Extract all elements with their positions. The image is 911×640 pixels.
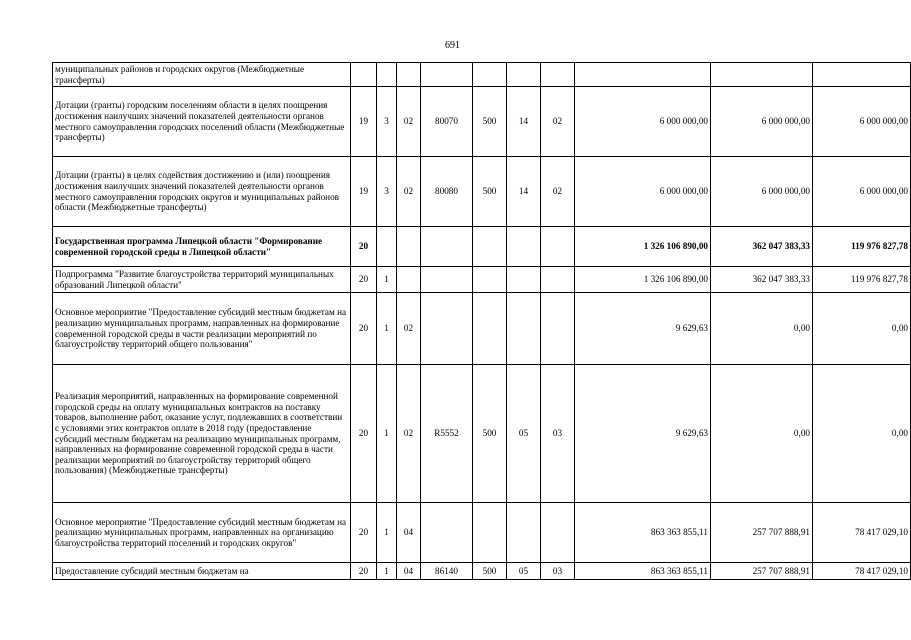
section-code xyxy=(507,293,541,365)
subsection-code xyxy=(541,503,575,563)
table-row xyxy=(53,63,911,87)
event-code xyxy=(397,63,421,87)
subprogram-code: 1 xyxy=(377,293,397,365)
program-code: 20 xyxy=(351,563,377,580)
table-body xyxy=(53,63,911,580)
amount-year-2: 0,00 xyxy=(711,365,813,503)
subsection-code xyxy=(541,293,575,365)
amount-year-3: 6 000 000,00 xyxy=(813,87,911,157)
program-code: 20 xyxy=(351,293,377,365)
amount-year-3: 78 417 029,10 xyxy=(813,563,911,580)
amount-year-1: 6 000 000,00 xyxy=(575,87,711,157)
subprogram-code: 3 xyxy=(377,157,397,227)
amount-year-1: 863 363 855,11 xyxy=(575,563,711,580)
program-code xyxy=(351,63,377,87)
expense-type-code xyxy=(473,293,507,365)
subprogram-code: 1 xyxy=(377,365,397,503)
amount-year-2: 257 707 888,91 xyxy=(711,563,813,580)
direction-code xyxy=(421,503,473,563)
event-code: 02 xyxy=(397,365,421,503)
expense-type-code xyxy=(473,267,507,293)
event-code: 04 xyxy=(397,563,421,580)
direction-code xyxy=(421,267,473,293)
subsection-code: 02 xyxy=(541,157,575,227)
table-row xyxy=(53,267,911,293)
amount-year-1: 1 326 106 890,00 xyxy=(575,267,711,293)
section-code: 14 xyxy=(507,157,541,227)
direction-code: 80080 xyxy=(421,157,473,227)
program-code: 20 xyxy=(351,267,377,293)
program-code: 19 xyxy=(351,87,377,157)
amount-year-1: 9 629,63 xyxy=(575,365,711,503)
section-code: 14 xyxy=(507,87,541,157)
amount-year-3: 0,00 xyxy=(813,365,911,503)
amount-year-3: 0,00 xyxy=(813,293,911,365)
table-row xyxy=(53,365,911,503)
row-name: Реализация мероприятий, направленных на формирование современной городской среды на оплату муниципальных контрактов на поставку товаров, выполнение работ, оказание услуг, подлежавших в соответствии с условиями этих контрактов оплате в 2018 году (предоставление субсидий местным бюджетам на реализацию муниципальных программ, направленных на формирование современной городской среды в части реализации мероприятий по благоустройству территорий общего пользования) (Межбюджетные трансферты) xyxy=(53,365,351,503)
amount-year-2: 362 047 383,33 xyxy=(711,267,813,293)
amount-year-3: 78 417 029,10 xyxy=(813,503,911,563)
amount-year-1: 9 629,63 xyxy=(575,293,711,365)
direction-code xyxy=(421,63,473,87)
row-name: Основное мероприятие "Предоставление субсидий местным бюджетам на реализацию муниципальных программ, направленных на организацию благоустройства территорий поселений и городских округов" xyxy=(53,503,351,563)
direction-code: 80070 xyxy=(421,87,473,157)
row-name: Дотации (гранты) городским поселениям области в целях поощрения достижения наилучших значений показателей деятельности органов местного самоуправления городских поселений области (Межбюджетные трансферты) xyxy=(53,87,351,157)
direction-code: 86140 xyxy=(421,563,473,580)
amount-year-2: 0,00 xyxy=(711,293,813,365)
expense-type-code xyxy=(473,503,507,563)
subprogram-code: 1 xyxy=(377,503,397,563)
section-code: 05 xyxy=(507,365,541,503)
amount-year-1: 863 363 855,11 xyxy=(575,503,711,563)
subprogram-code xyxy=(377,227,397,267)
subprogram-code xyxy=(377,63,397,87)
table-row xyxy=(53,293,911,365)
subprogram-code: 3 xyxy=(377,87,397,157)
section-code xyxy=(507,227,541,267)
amount-year-1: 1 326 106 890,00 xyxy=(575,227,711,267)
amount-year-3: 6 000 000,00 xyxy=(813,157,911,227)
section-code xyxy=(507,267,541,293)
subsection-code xyxy=(541,227,575,267)
row-name: Подпрограмма "Развитие благоустройства территорий муниципальных образований Липецкой области" xyxy=(53,267,351,293)
row-name: Основное мероприятие "Предоставление субсидий местным бюджетам на реализацию муниципальных программ, направленных на формирование современной городской среды в части реализации мероприятий по благоустройству территорий общего пользования" xyxy=(53,293,351,365)
amount-year-2: 6 000 000,00 xyxy=(711,157,813,227)
row-name: Государственная программа Липецкой области "Формирование современной городской среды в Липецкой области" xyxy=(53,227,351,267)
program-code: 19 xyxy=(351,157,377,227)
expense-type-code: 500 xyxy=(473,87,507,157)
subsection-code: 02 xyxy=(541,87,575,157)
subsection-code: 03 xyxy=(541,563,575,580)
budget-table xyxy=(52,62,911,580)
program-code: 20 xyxy=(351,365,377,503)
expense-type-code: 500 xyxy=(473,563,507,580)
event-code: 04 xyxy=(397,503,421,563)
table-row xyxy=(53,157,911,227)
subprogram-code: 1 xyxy=(377,563,397,580)
row-name: Дотации (гранты) в целях содействия достижению и (или) поощрения достижения наилучших значений показателей деятельности органов местного самоуправления городских округов и муниципальных районов области (Межбюджетные трансферты) xyxy=(53,157,351,227)
amount-year-1 xyxy=(575,63,711,87)
program-code: 20 xyxy=(351,503,377,563)
expense-type-code: 500 xyxy=(473,157,507,227)
amount-year-2: 257 707 888,91 xyxy=(711,503,813,563)
amount-year-3: 119 976 827,78 xyxy=(813,227,911,267)
event-code xyxy=(397,227,421,267)
event-code: 02 xyxy=(397,293,421,365)
expense-type-code xyxy=(473,63,507,87)
amount-year-3 xyxy=(813,63,911,87)
direction-code xyxy=(421,227,473,267)
table-row xyxy=(53,503,911,563)
section-code: 05 xyxy=(507,563,541,580)
amount-year-2: 6 000 000,00 xyxy=(711,87,813,157)
expense-type-code xyxy=(473,227,507,267)
amount-year-2: 362 047 383,33 xyxy=(711,227,813,267)
program-code: 20 xyxy=(351,227,377,267)
expense-type-code: 500 xyxy=(473,365,507,503)
direction-code: R5552 xyxy=(421,365,473,503)
table-row xyxy=(53,563,911,580)
event-code: 02 xyxy=(397,157,421,227)
event-code xyxy=(397,267,421,293)
subsection-code xyxy=(541,267,575,293)
subprogram-code: 1 xyxy=(377,267,397,293)
row-name: муниципальных районов и городских округов (Межбюджетные трансферты) xyxy=(53,63,351,87)
amount-year-2 xyxy=(711,63,813,87)
amount-year-3: 119 976 827,78 xyxy=(813,267,911,293)
table-row xyxy=(53,227,911,267)
subsection-code xyxy=(541,63,575,87)
direction-code xyxy=(421,293,473,365)
amount-year-1: 6 000 000,00 xyxy=(575,157,711,227)
row-name: Предоставление субсидий местным бюджетам на xyxy=(53,563,351,580)
section-code xyxy=(507,63,541,87)
page-number: 691 xyxy=(445,40,460,51)
event-code: 02 xyxy=(397,87,421,157)
subsection-code: 03 xyxy=(541,365,575,503)
table-row xyxy=(53,87,911,157)
section-code xyxy=(507,503,541,563)
